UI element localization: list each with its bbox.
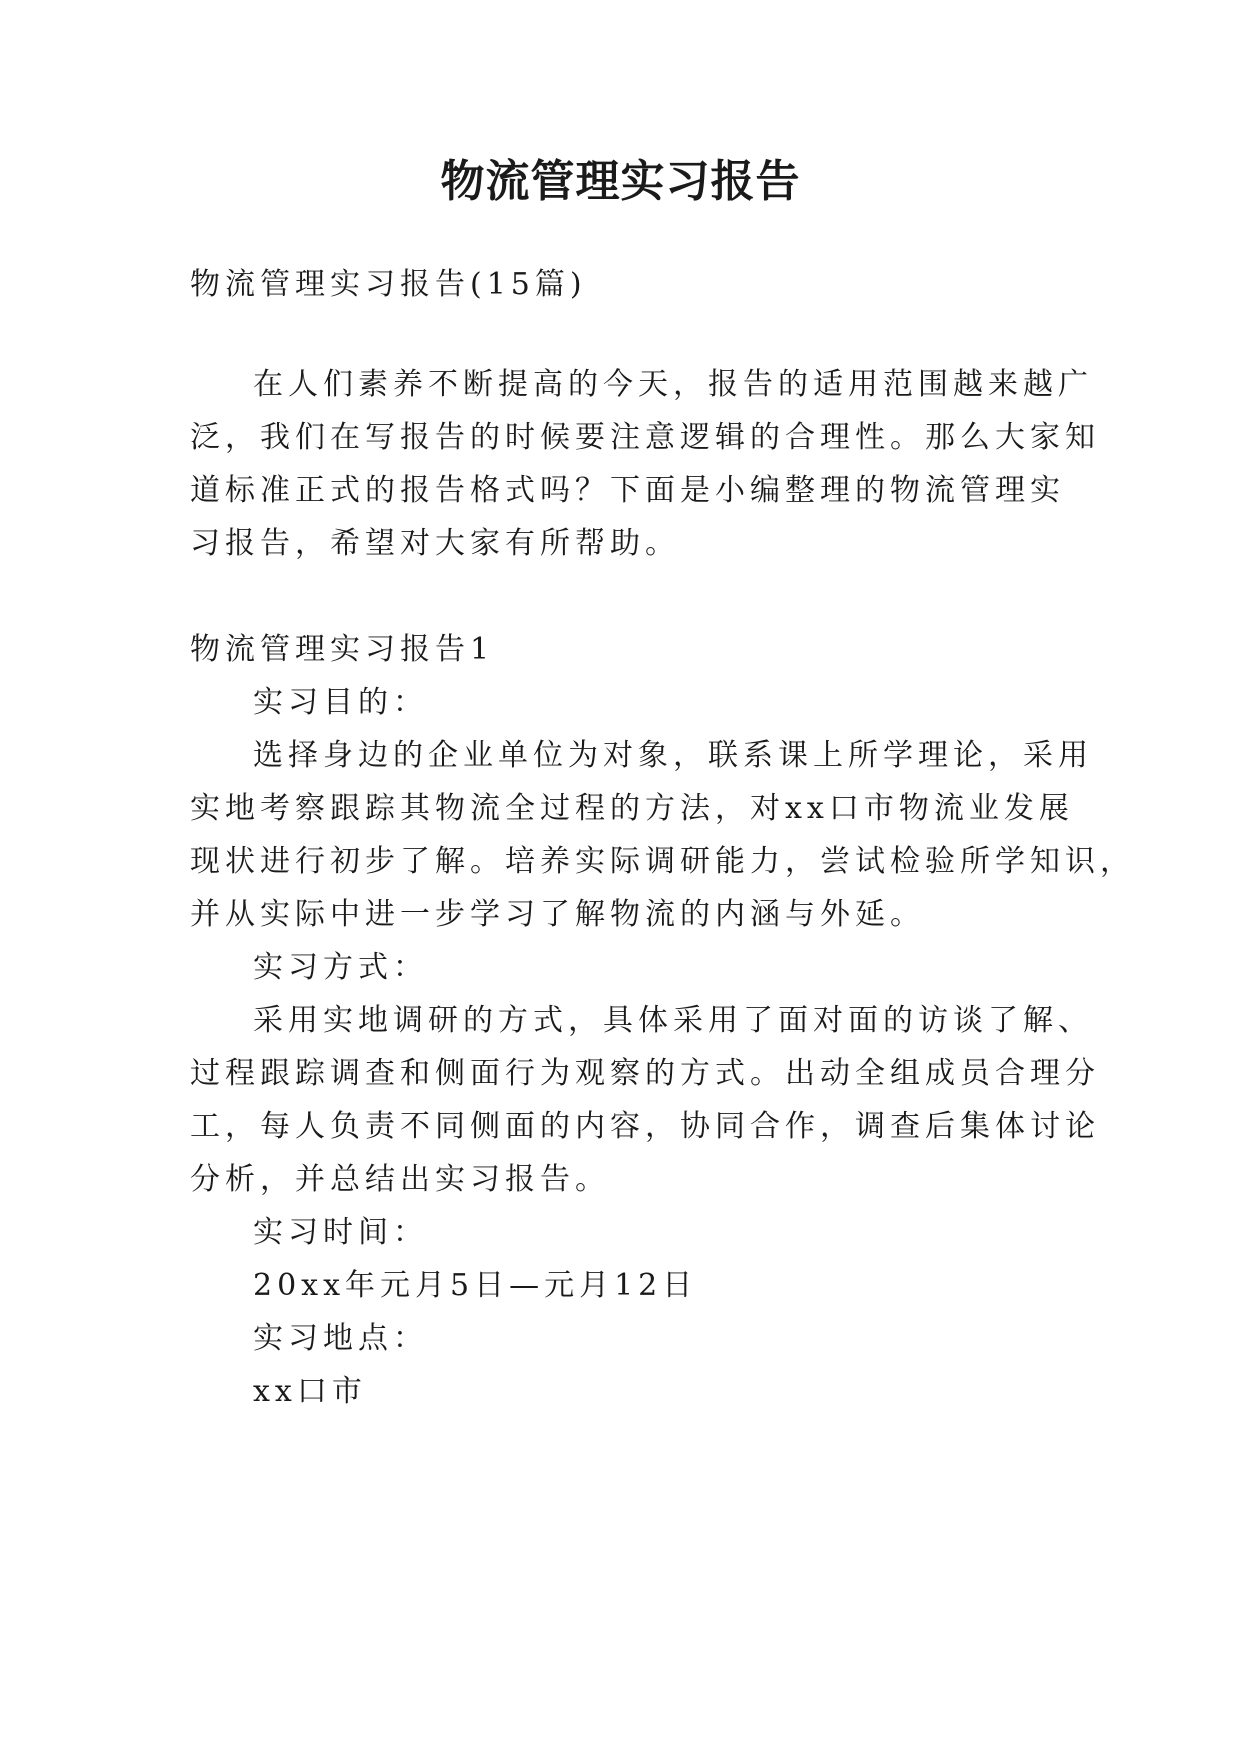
section-heading: 物流管理实习报告1 (190, 632, 495, 667)
method-line-3: 工，每人负责不同侧面的内容，协同合作，调查后集体讨论 (190, 1109, 1100, 1144)
time-value: 20xx年元月5日—元月12日 (253, 1268, 698, 1303)
purpose-label: 实习目的： (253, 685, 428, 720)
purpose-line-3: 现状进行初步了解。培养实际调研能力，尝试检验所学知识， (190, 844, 1135, 879)
intro-line-4: 习报告，希望对大家有所帮助。 (190, 526, 680, 561)
document-title: 物流管理实习报告 (440, 156, 801, 207)
purpose-line-2: 实地考察跟踪其物流全过程的方法，对xx口市物流业发展 (190, 791, 1074, 826)
purpose-line-1: 选择身边的企业单位为对象，联系课上所学理论，采用 (253, 738, 1093, 773)
intro-line-3: 道标准正式的报告格式吗？下面是小编整理的物流管理实 (190, 473, 1065, 508)
method-line-1: 采用实地调研的方式，具体采用了面对面的访谈了解、 (253, 1003, 1093, 1038)
purpose-line-4: 并从实际中进一步学习了解物流的内涵与外延。 (190, 897, 925, 932)
document-subtitle: 物流管理实习报告(15篇) (190, 267, 587, 302)
method-line-4: 分析，并总结出实习报告。 (190, 1162, 610, 1197)
place-label: 实习地点： (253, 1321, 428, 1356)
time-label: 实习时间： (253, 1215, 428, 1250)
method-line-2: 过程跟踪调查和侧面行为观察的方式。出动全组成员合理分 (190, 1056, 1100, 1091)
intro-line-2: 泛，我们在写报告的时候要注意逻辑的合理性。那么大家知 (190, 420, 1100, 455)
intro-line-1: 在人们素养不断提高的今天，报告的适用范围越来越广 (253, 367, 1093, 402)
place-value: xx口市 (253, 1374, 367, 1409)
method-label: 实习方式： (253, 950, 428, 985)
